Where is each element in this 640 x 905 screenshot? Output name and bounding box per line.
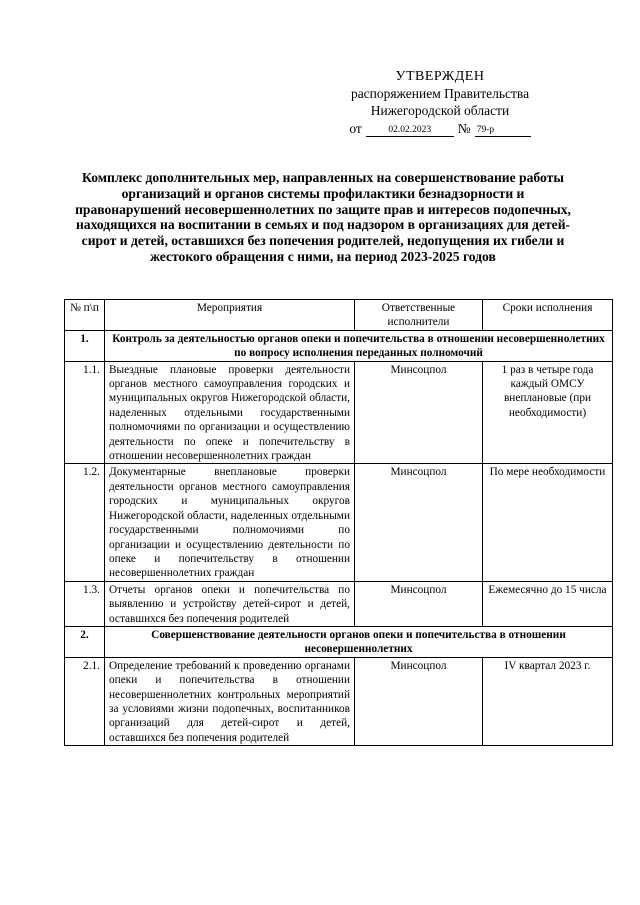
section-num: 1.: [65, 330, 105, 361]
row-responsible: Минсоцпол: [355, 361, 483, 464]
approval-stamp: [340, 68, 540, 137]
table-row: [65, 361, 613, 464]
header-num: № п\п: [65, 300, 105, 331]
section-row: [65, 626, 613, 657]
row-num: 1.3.: [65, 581, 105, 626]
section-row: [65, 330, 613, 361]
row-event: Определение требований к проведению органами опеки и попечительства в отношении несовершеннолетних контрольных мероприятий за условиями жизни подопечных, воспитанников организаций для детей-сирот и детей, оставшихся без попечения родителей: [105, 657, 355, 745]
measures-table: [64, 299, 613, 746]
section-title: Совершенствование деятельности органов опеки и попечительства в отношении несовершеннолетних: [105, 626, 613, 657]
row-event: Выездные плановые проверки деятельности органов местного самоуправления городских и муниципальных округов Нижегородской области, наделенных отдельными государственными полномочиями по организации и осуществлению деятельности по опеке и попечительству в отношении несовершеннолетних граждан: [105, 361, 355, 464]
section-num: 2.: [65, 626, 105, 657]
approval-date: 02.02.2023: [366, 125, 454, 137]
header-deadline: Сроки исполнения: [483, 300, 613, 331]
row-num: 1.2.: [65, 464, 105, 581]
row-deadline: Ежемесячно до 15 числа: [483, 581, 613, 626]
row-event: Документарные внеплановые проверки деятельности органов местного самоуправления городских и муниципальных округов Нижегородской области, наделенных отдельными государственными полномочиями по организации и осуществлению деятельности по опеке и попечительству в отношении несовершеннолетних граждан: [105, 464, 355, 581]
row-responsible: Минсоцпол: [355, 464, 483, 581]
row-num: 2.1.: [65, 657, 105, 745]
number-label: №: [457, 121, 471, 136]
row-deadline: По мере необходимости: [483, 464, 613, 581]
row-deadline: 1 раз в четыре года каждый ОМСУ внеплановые (при необходимости): [483, 361, 613, 464]
document-title: Комплекс дополнительных мер, направленных на совершенствование работы организаций и органов системы профилактики безнадзорности и правонарушений несовершеннолетних по защите прав и интересов подопечных, находящихся на воспитании в семьях и под надзором в организациях для детей-сирот и детей, оставшихся без попечения родителей, недопущения их гибели и жестокого обращения с ними, на период 2023-2025 годов: [75, 170, 571, 264]
approval-line-1: распоряжением Правительства: [350, 86, 530, 101]
approval-title: УТВЕРЖДЕН: [395, 69, 485, 84]
row-responsible: Минсоцпол: [355, 581, 483, 626]
table-row: [65, 464, 613, 581]
row-deadline: IV квартал 2023 г.: [483, 657, 613, 745]
from-label: от: [349, 121, 362, 136]
table-row: [65, 581, 613, 626]
section-title: Контроль за деятельностью органов опеки и попечительства в отношении несовершеннолетних по вопросу исполнения переданных полномочий: [105, 330, 613, 361]
table-row: [65, 657, 613, 745]
table-header-row: [65, 300, 613, 331]
header-event: Мероприятия: [105, 300, 355, 331]
row-event: Отчеты органов опеки и попечительства по выявлению и устройству детей-сирот и детей, оставшихся без попечения родителей: [105, 581, 355, 626]
approval-number: 79-р: [475, 125, 531, 137]
row-num: 1.1.: [65, 361, 105, 464]
header-responsible: Ответственные исполнители: [355, 300, 483, 331]
row-responsible: Минсоцпол: [355, 657, 483, 745]
approval-line-2: Нижегородской области: [370, 103, 510, 118]
approval-sign-row: [340, 120, 540, 137]
